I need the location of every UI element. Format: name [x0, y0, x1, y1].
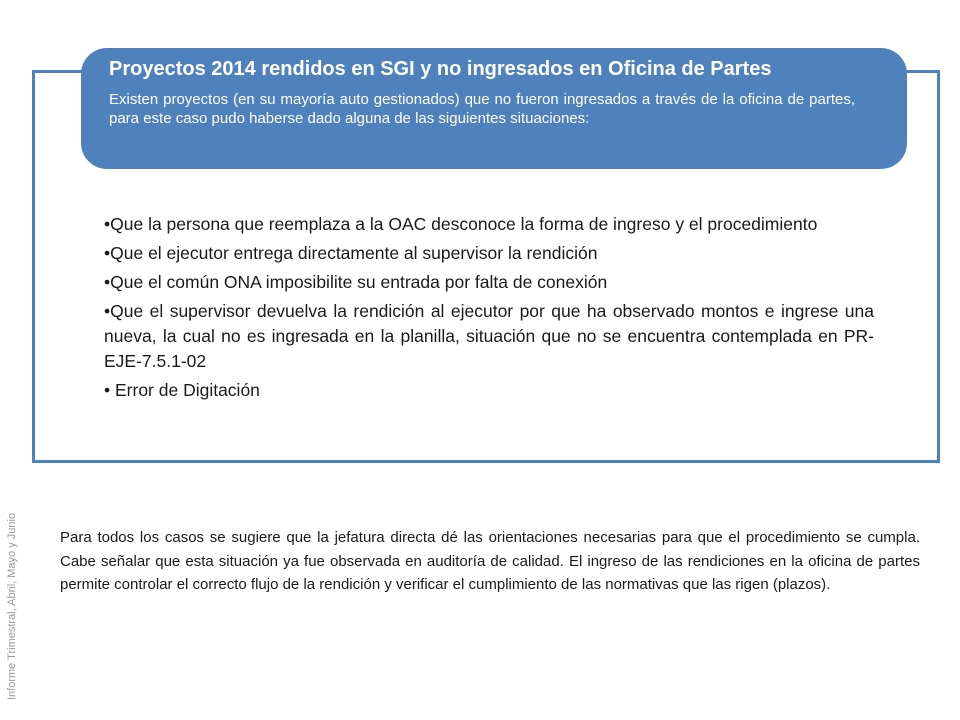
frame-top-left-edge [32, 70, 86, 73]
situations-list [104, 212, 874, 407]
frame-top-right-edge [902, 70, 940, 73]
list-item: •Que el común ONA imposibilite su entrada por falta de conexión [104, 272, 608, 292]
side-label: Informe Trimestral, Abril, Mayo y Junio [6, 512, 18, 700]
list-item: •Que el supervisor devuelva la rendición al ejecutor por que ha observado montos e ingrese una nueva, la cual no es ingresada en la planilla, situación que no se encuentra contemplada en PR-EJE-7.5.1-02 [104, 301, 874, 371]
footer-paragraph: Para todos los casos se sugiere que la jefatura directa dé las orientaciones necesarias para que el procedimiento se cumpla. Cabe señalar que esta situación ya fue observada en auditoría de calidad. El ingreso de las rendiciones en la oficina de partes permite controlar el correcto flujo de la rendición y verificar el cumplimiento de las normativas que las rigen (plazos). [60, 529, 920, 593]
header-description: Existen proyectos (en su mayoría auto gestionados) que no fueron ingresados a través de la oficina de partes, para este caso pudo haberse dado alguna de las siguientes situaciones: [109, 91, 855, 127]
list-item: • Error de Digitación [104, 380, 260, 400]
header-box [81, 48, 907, 169]
list-item: •Que el ejecutor entrega directamente al supervisor la rendición [104, 243, 598, 263]
list-item: •Que la persona que reemplaza a la OAC desconoce la forma de ingreso y el procedimiento [104, 214, 818, 234]
page-title: Proyectos 2014 rendidos en SGI y no ingresados en Oficina de Partes [109, 58, 772, 80]
